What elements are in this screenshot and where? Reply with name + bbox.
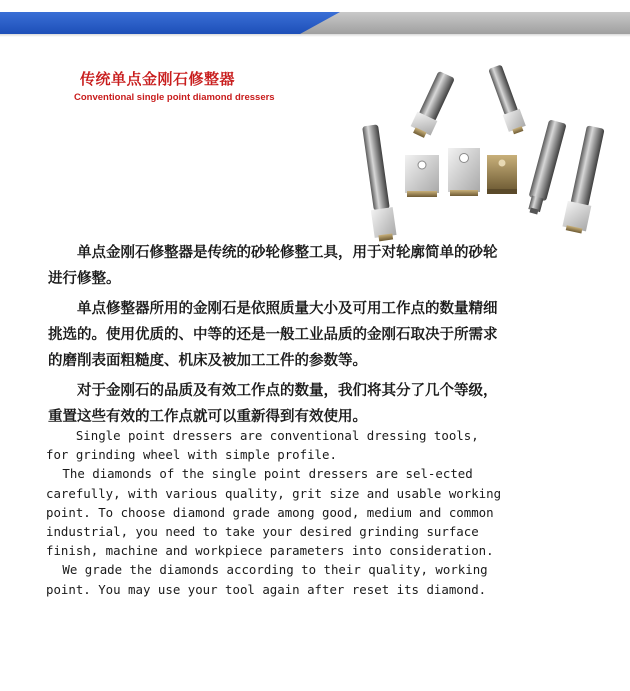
banner-gray-stripe [300,12,630,34]
body-cn-paragraph-2: 单点修整器所用的金刚石是依照质量大小及可用工作点的数量精细挑选的。使用优质的、中等的还是一般工业品质的金刚石取决于所需求的磨削表面粗糙度、机床及被加工工件的参数等。 [48,301,498,369]
title-english: Conventional single point diamond dressers [74,92,275,103]
body-en-paragraph-2: The diamonds of the single point dressers are sel-ected carefully, with various quality, grit size and usable working point. To choose diamond grade among good, medium and common industrial, you need to take your desired grinding surface finish, machine and workpiece parameters into consideration. [46,466,502,559]
diamond-dresser-tools-photo [345,60,615,250]
top-banner [0,0,630,40]
title-chinese: 传统单点金刚石修整器 [80,70,236,88]
body-english [46,426,506,599]
body-cn-paragraph-3: 对于金刚石的品质及有效工作点的数量，我们将其分了几个等级，重置这些有效的工作点就可以重新得到有效使用。 [48,383,498,425]
body-cn-paragraph-1: 单点金刚石修整器是传统的砂轮修整工具，用于对轮廓简单的砂轮进行修整。 [48,245,498,287]
banner-shadow [0,34,630,37]
body-en-paragraph-3: We grade the diamonds according to their quality, working point. You may use your tool again after reset its diamond. [46,562,488,597]
banner-blue-stripe [0,12,340,34]
body-chinese [48,240,498,434]
body-en-paragraph-1: Single point dressers are conventional dressing tools, for grinding wheel with simple profile. [46,428,479,463]
